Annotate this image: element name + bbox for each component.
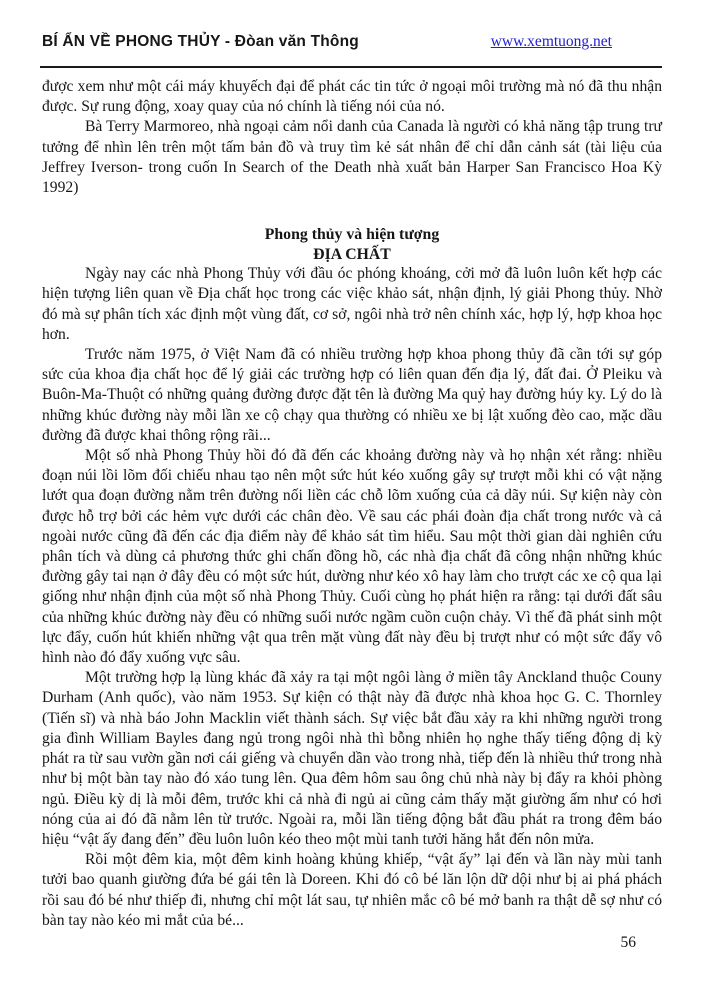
body-paragraph-1: được xem như một cái máy khuyếch đại để phát các tin tức ở ngoại môi trường mà nó đã thu nhận được. Sự rung động, xoay quay của nó chính là tiếng nói của nó. bbox=[42, 78, 662, 116]
header-divider bbox=[40, 66, 662, 68]
body-paragraph-5: Một số nhà Phong Thủy hồi đó đã đến các khoảng đường này và họ nhận xét rằng: nhiều đoạn núi lồi lõm đối chiếu nhau tạo nên một sức hút kéo xuống gây sự trượt mỗi khi có vật nặng lướt qua đoạn đường nằm trên đường nối liền các chỗ lõm xuống của cả dãy núi. Sự kiện này còn được hỗ trợ bởi các hẻm vực dưới các chân đèo. Về sau các phái đoàn địa chất trong nước và cả ngoài nước cũng đã đến các địa điểm này để khảo sát tìm hiểu. Sau một thời gian dài nghiên cứu phân tích và dùng cả phương thức ghi chấn đồng hồ, các nhà địa chất đã công nhận những khúc đường gây tai nạn ở đây đều có một sức hút, dường như kéo xô hay làm cho trượt các xe cộ qua lại giống như nhận định của một số nhà Phong Thủy. Cuối cùng họ phát hiện ra rằng: tại dưới đất sâu của những khúc đường này đều có những suối nước ngầm cuồn cuộn chảy. Vì thế đã phát sinh một lực đẩy, cuốn hút khiến những vật qua trên mặt vùng đất này đều bị trượt như có một sức đẩy vô hình nào đó đẩy xuống vực sâu. bbox=[42, 447, 662, 667]
page-body bbox=[42, 77, 662, 931]
body-paragraph-6: Một trường hợp lạ lùng khác đã xảy ra tại một ngôi làng ở miền tây Anckland thuộc Couny Durham (Anh quốc), vào năm 1953. Sự kiện có thật này đã được nhà khoa học G. C. Thornley (Tiến sĩ) và nhà báo John Macklin viết thành sách. Sự việc bắt đầu xảy ra khi những người trong gia đình William Bayles đang ngủ trong ngôi nhà thì bỗng nhiên họ nghe thấy tiếng động dị kỳ phát ra từ sau vườn gần nơi cái giếng và chuyển dần vào trong nhà, tiếp đến là nhiều thứ trong nhà như bị một bàn tay nào đó xáo tung lên. Qua đêm hôm sau ông chủ nhà này bị đẩy ra khỏi phòng ngủ. Điều kỳ dị là mỗi đêm, trước khi cả nhà đi ngủ ai cũng cảm thấy mặt giường ấm như có hơi nóng của ai đó đã nằm lên từ trước. Ngoài ra, mỗi lần tiếng động bắt đầu phát ra trong đêm báo hiệu “vật ấy đang đến” đều luôn luôn kéo theo một mùi tanh tưởi hăng hắt đến nôn mửa. bbox=[42, 669, 662, 848]
page-header bbox=[42, 33, 662, 51]
website-link[interactable]: www.xemtuong.net bbox=[490, 33, 612, 50]
body-paragraph-4: Trước năm 1975, ở Việt Nam đã có nhiều trường hợp khoa phong thủy đã cần tới sự góp sức của khoa địa chất học để lý giải các trường hợp có liên quan đến địa lý, đất đai. Ở Pleiku và Buôn-Ma-Thuột có những quảng đường được đặt tên là đường Ma quỷ hay đường húy ky. Lý do là những khúc đường này mỗi lần xe cộ chạy qua thường có nhiều xe bị lật xuống đèo cao, mặc dầu đường đã được khai thông rộng rãi... bbox=[42, 346, 662, 444]
body-paragraph-3: Ngày nay các nhà Phong Thủy với đầu óc phóng khoáng, cởi mở đã luôn luôn kết hợp các hiện tượng liên quan về Địa chất học trong các việc khảo sát, nhận định, lý giải Phong thủy. Nhờ đó mà sự phân tích xác định một vùng đất, cơ sở, ngôi nhà trở nên chính xác, hợp lý, hợp khoa học hơn. bbox=[42, 265, 662, 343]
page-number: 56 bbox=[620, 934, 636, 951]
body-paragraph-2: Bà Terry Marmoreo, nhà ngoại cảm nổi danh của Canada là người có khả năng tập trung trư tưởng để nhìn lên trên một tấm bản đồ và truy tìm kẻ sát nhân để chỉ dẫn cảnh sát (tài liệu của Jeffrey Iverson- trong cuốn In Search of the Death nhà xuất bản Harper San Francisco Hoa Kỳ 1992) bbox=[42, 118, 662, 197]
section-heading-line1: Phong thủy và hiện tượng bbox=[264, 226, 440, 244]
section-heading-line2: ĐỊA CHẤT bbox=[313, 245, 391, 263]
section-heading bbox=[42, 225, 662, 264]
book-title: BÍ ẨN VỀ PHONG THỦY - Đòan văn Thông bbox=[42, 33, 359, 50]
body-paragraph-7: Rồi một đêm kia, một đêm kinh hoàng khủng khiếp, “vật ấy” lại đến và lần này mùi tanh tưởi bao quanh giường đứa bé gái tên là Doreen. Khi đó cô bé lăn lộn dữ dội như bị ai phá phách rồi sau đó bé như thiếp đi, nhưng chỉ một lát sau, tự nhiên mắc cô bé mở banh ra thật dễ sợ như có bàn tay nào kéo mi mắt của bé... bbox=[42, 851, 662, 929]
